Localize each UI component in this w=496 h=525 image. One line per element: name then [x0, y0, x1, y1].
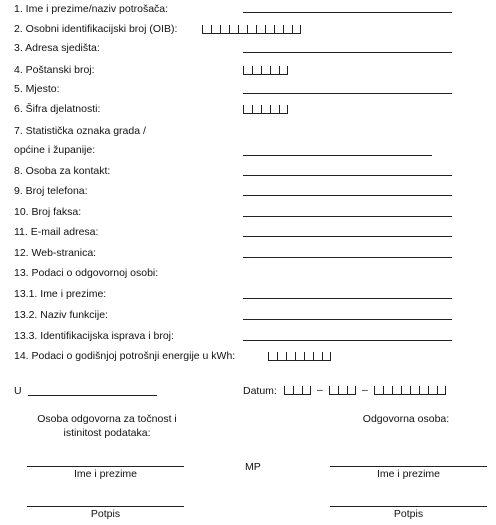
field-8-input-line[interactable]	[243, 175, 452, 176]
postal-code-boxes[interactable]	[243, 66, 288, 75]
field-6-label: 6. Šifra djelatnosti:	[14, 103, 101, 115]
field-7-label-line2: općine i županije:	[14, 144, 96, 156]
place-input-line[interactable]	[28, 395, 157, 396]
date-separator-1: –	[317, 384, 323, 396]
date-year-boxes[interactable]	[374, 386, 446, 395]
field-1-input-line[interactable]	[243, 12, 452, 13]
field-13-1-input-line[interactable]	[243, 298, 452, 299]
field-10-input-line[interactable]	[243, 216, 452, 217]
responsible-accuracy-heading-line2: istinitost podataka:	[63, 427, 151, 439]
mp-stamp-label: MP	[245, 461, 261, 473]
left-signature-line[interactable]	[27, 506, 184, 507]
right-signature-caption: Potpis	[393, 508, 424, 520]
responsible-accuracy-heading-line1: Osoba odgovorna za točnost i	[37, 413, 177, 425]
field-5-label: 5. Mjesto:	[14, 83, 60, 95]
oib-boxes[interactable]	[202, 25, 301, 34]
field-3-label: 3. Adresa sjedišta:	[14, 42, 100, 54]
right-name-caption: Ime i prezime	[376, 468, 440, 480]
field-14-label: 14. Podaci o godišnjoj potrošnji energije u kWh:	[14, 350, 236, 362]
field-9-label: 9. Broj telefona:	[14, 185, 88, 197]
date-month-boxes[interactable]	[329, 386, 356, 395]
left-name-line[interactable]	[27, 466, 184, 467]
field-4-label: 4. Poštanski broj:	[14, 64, 95, 76]
responsible-person-heading: Odgovorna osoba:	[362, 413, 450, 425]
field-8-label: 8. Osoba za kontakt:	[14, 165, 111, 177]
left-name-caption: Ime i prezime	[73, 468, 137, 480]
right-name-line[interactable]	[330, 466, 487, 467]
field-7-label-line1: 7. Statistička oznaka grada /	[14, 125, 146, 137]
field-13-2-input-line[interactable]	[243, 319, 452, 320]
field-13-2-label: 13.2. Naziv funkcije:	[14, 309, 108, 321]
field-12-input-line[interactable]	[243, 257, 452, 258]
field-13-3-input-line[interactable]	[243, 340, 452, 341]
field-13-3-label: 13.3. Identifikacijska isprava i broj:	[14, 330, 174, 342]
field-7-input-line[interactable]	[243, 155, 432, 156]
field-10-label: 10. Broj faksa:	[14, 206, 82, 218]
field-13-label: 13. Podaci o odgovornoj osobi:	[14, 267, 159, 279]
field-11-label: 11. E-mail adresa:	[14, 226, 99, 238]
field-5-input-line[interactable]	[243, 93, 452, 94]
field-11-input-line[interactable]	[243, 236, 452, 237]
field-2-label: 2. Osobni identifikacijski broj (OIB):	[14, 23, 178, 35]
date-separator-2: –	[362, 384, 368, 396]
right-signature-line[interactable]	[330, 506, 487, 507]
activity-code-boxes[interactable]	[243, 105, 288, 114]
place-prefix: U	[14, 385, 22, 397]
date-label: Datum:	[243, 385, 277, 397]
field-12-label: 12. Web-stranica:	[14, 247, 97, 259]
date-day-boxes[interactable]	[284, 386, 311, 395]
field-9-input-line[interactable]	[243, 195, 452, 196]
field-13-1-label: 13.1. Ime i prezime:	[14, 288, 107, 300]
field-3-input-line[interactable]	[243, 52, 452, 53]
energy-consumption-boxes[interactable]	[268, 352, 331, 361]
field-1-label: 1. Ime i prezime/naziv potrošača:	[14, 3, 169, 15]
left-signature-caption: Potpis	[90, 508, 121, 520]
